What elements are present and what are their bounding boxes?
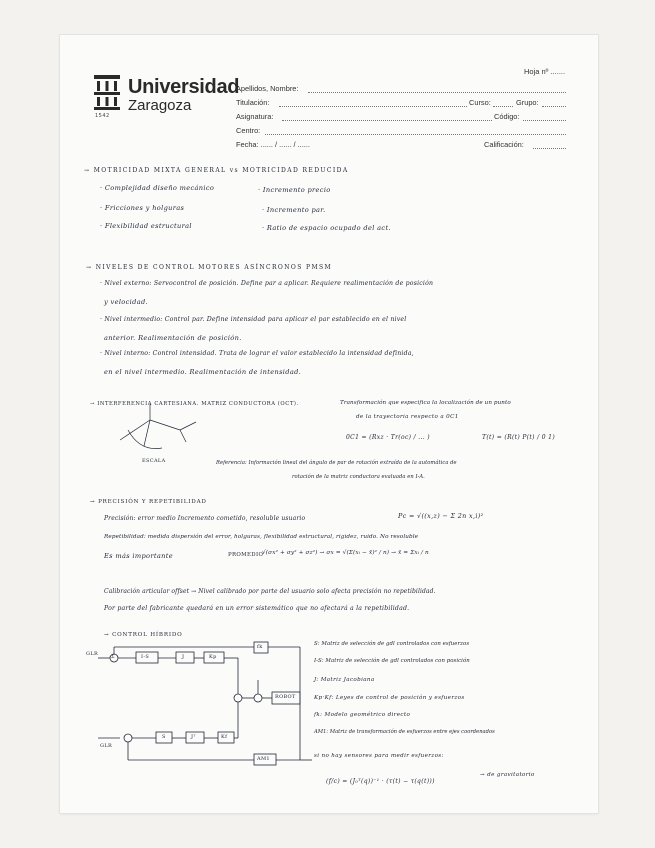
motricidad-row-2b: · Incremento par.	[262, 206, 326, 214]
sheet-number-field: Hoja nº .......	[524, 67, 566, 76]
titulacion-label: Titulación:	[236, 98, 270, 107]
niveles-line-5: · Nivel interno: Control intensidad. Trata de lograr el valor establecido la intensidad definida,	[100, 350, 414, 357]
motricidad-row-1a: · Complejidad diseño mecánico	[100, 184, 215, 192]
fecha-label: Fecha: ...... / ...... / ......	[236, 140, 310, 149]
control-desc-2: I-S: Matriz de selección de gdl controlados con posición	[314, 658, 470, 664]
block-s: S	[162, 734, 166, 740]
university-city: Zaragoza	[128, 97, 192, 114]
university-founding-year: 1542	[95, 113, 110, 119]
block-fk: fk	[257, 644, 263, 650]
section-motricidad-title: → MOTRICIDAD MIXTA GENERAL vs MOTRICIDAD REDUCIDA	[84, 167, 349, 174]
interferencia-line-4: rotación de la matriz conductora evaluada en I-A.	[292, 474, 425, 480]
block-kp: Kp	[209, 654, 217, 660]
interferencia-t-formula: T(t) = (R(t) P(t) / 0 1)	[482, 434, 556, 441]
block-am1: AM1	[257, 756, 270, 762]
interferencia-line-1: Transformación que especifica la localización de un punto	[340, 400, 511, 406]
calibracion-line-2: Por parte del fabricante quedará en un error sistemático que no afectará a la repetibilidad.	[104, 605, 410, 612]
block-jt: Jᵀ	[191, 734, 196, 740]
codigo-label: Código:	[494, 112, 520, 121]
motricidad-row-3b: · Ratio de espacio ocupado del act.	[262, 224, 391, 232]
university-name: Universidad	[128, 76, 240, 98]
control-desc-8: (f/c) = (J₀ᵀ(q))⁻¹ · (τ(t) − τ(q(t)))	[326, 778, 435, 785]
diagram-ref-bottom: GLR	[100, 743, 113, 749]
section-niveles-title: → NIVELES DE CONTROL MOTORES ASÍNCRONOS PMSM	[86, 264, 333, 271]
diagram-ref-top: GLR	[86, 651, 99, 657]
rmse-label: PROMEDIO	[228, 552, 264, 558]
motricidad-row-1b: · Incremento precio	[258, 186, 331, 194]
interferencia-line-2: de la trayectoria respecto a 0C1	[356, 414, 459, 420]
control-desc-7: si no hay sensores para medir esfuerzos:	[314, 753, 444, 759]
control-desc-6: AM1: Matriz de transformación de esfuerzos entre ejes coordenados	[314, 729, 495, 735]
niveles-line-1: · Nivel externo: Servocontrol de posición. Define par a aplicar. Requiere realimentación de posición	[100, 280, 434, 287]
interferencia-line-3: Referencia: Información lineal del ángulo de par de rotación extraída de la automática de	[216, 460, 457, 466]
section-interferencia-title: → INTERFERENCIA CARTESIANA. MATRIZ CONDUCTORA (OCT).	[90, 401, 299, 407]
niveles-line-2: y velocidad.	[104, 298, 148, 306]
niveles-line-4: anterior. Realimentación de posición.	[104, 334, 242, 342]
control-desc-3: J: Matriz Jacobiana	[314, 677, 375, 683]
interferencia-oc1-formula: 0C1 = (Rxz · Tr(oc) / ... )	[346, 434, 430, 441]
niveles-line-3: · Nivel intermedio: Control par. Define intensidad para aplicar el par establecido en el nivel	[100, 316, 407, 323]
calibracion-line-1: Calibración articular offset → Nivel calibrado por parte del usuario solo afecta precisión no repetibilidad.	[104, 588, 436, 595]
calificacion-label: Calificación:	[484, 140, 524, 149]
niveles-line-6: en el nivel intermedio. Realimentación de intensidad.	[104, 368, 302, 376]
grupo-label: Grupo:	[516, 98, 539, 107]
block-kf: Kf	[221, 734, 228, 740]
control-desc-1: S: Matriz de selección de gdl controlados con esfuerzos	[314, 641, 470, 647]
centro-label: Centro:	[236, 126, 261, 135]
motricidad-row-3a: · Flexibilidad estructural	[100, 222, 192, 230]
block-j: J	[182, 654, 185, 660]
rmse-formula: √(σx² + σy² + σz²) → σx = √(Σ(xᵢ − x̄)² / n) → x̄ = Σxᵢ / n	[262, 550, 429, 556]
apellidos-label: Apellidos, Nombre:	[236, 84, 299, 93]
section-control-hibrido-title: → CONTROL HÍBRIDO	[104, 632, 183, 638]
precision-line-1: Precisión: error medio Incremento cometido, resoluble usuario	[104, 515, 306, 522]
motricidad-row-2a: · Fricciones y holguras	[100, 204, 185, 212]
control-desc-4: Kp·Kf: Leyes de control de posición y esfuerzos	[314, 695, 465, 701]
curso-label: Curso:	[469, 98, 491, 107]
frame-label: ESCALA	[142, 458, 166, 464]
block-is: I-S	[141, 654, 150, 660]
section-precision-title: → PRECISIÓN Y REPETIBILIDAD	[90, 499, 207, 505]
block-robot: ROBOT	[275, 694, 296, 700]
asignatura-label: Asignatura:	[236, 112, 274, 121]
precision-formula: Pc = √((x,z) − Σ 2n x,i)²	[398, 512, 484, 520]
control-desc-5: fk: Modelo geométrico directo	[314, 712, 411, 718]
control-desc-9: → de gravitatorio	[480, 772, 535, 778]
precision-line-3: Es más importante	[104, 552, 173, 560]
precision-line-2: Repetibilidad: medida dispersión del error, holguras, flexibilidad estructural, rigidez, ruido. No resoluble	[104, 534, 419, 540]
summing-symbol: Σ	[111, 654, 115, 660]
